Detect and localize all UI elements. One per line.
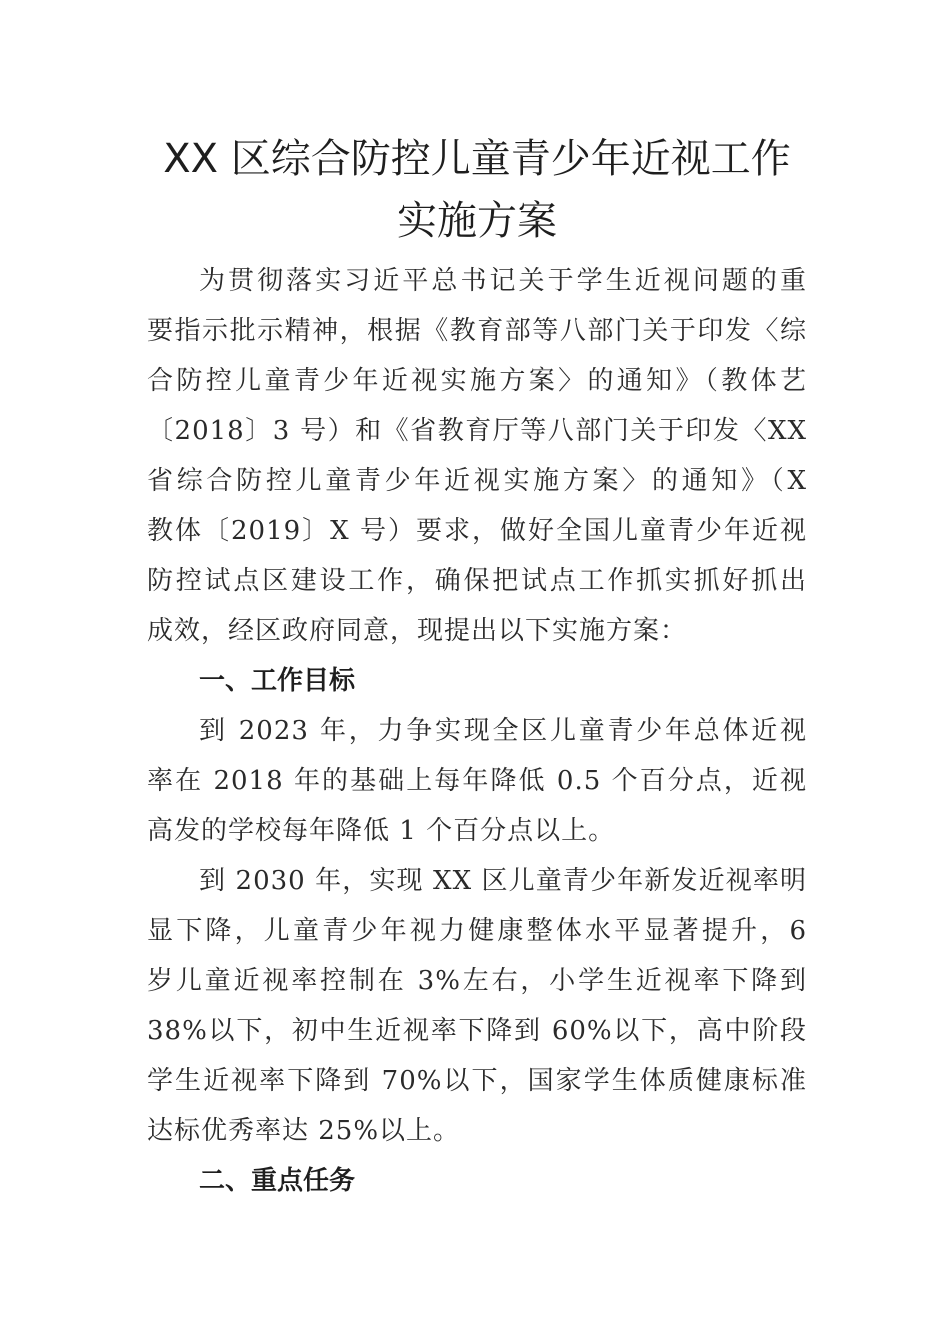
goals-2030-line-1: 到 2030 年，实现 XX 区儿童青少年新发近视率明 [199, 866, 807, 896]
intro-line-3: 合防控儿童青少年近视实施方案〉的通知》（教体艺 [147, 366, 807, 396]
goals-2030-line-3: 岁儿童近视率控制在 3%左右，小学生近视率下降到 [147, 966, 807, 996]
section-heading-tasks: 二、重点任务 [199, 1166, 356, 1196]
intro-line-2: 要指示批示精神，根据《教育部等八部门关于印发〈综 [147, 316, 807, 346]
goals-paragraph-2030 [147, 856, 807, 1156]
goals-2023-line-3: 高发的学校每年降低 1 个百分点以上。 [147, 816, 616, 846]
goals-2030-line-4: 38%以下，初中生近视率下降到 60%以下，高中阶段 [147, 1016, 807, 1046]
intro-paragraph [147, 256, 807, 656]
intro-line-1: 为贯彻落实习近平总书记关于学生近视问题的重 [199, 266, 807, 296]
intro-line-6: 教体〔2019〕X 号）要求，做好全国儿童青少年近视 [147, 516, 807, 546]
document-body [147, 256, 807, 1206]
document-title [147, 128, 807, 252]
intro-line-5: 省综合防控儿童青少年近视实施方案〉的通知》（X [147, 466, 807, 496]
goals-paragraph-2023 [147, 706, 807, 856]
goals-2030-line-5: 学生近视率下降到 70%以下，国家学生体质健康标准 [147, 1066, 807, 1096]
intro-line-7: 防控试点区建设工作，确保把试点工作抓实抓好抓出 [147, 566, 807, 596]
section-heading-goals: 一、工作目标 [199, 666, 356, 696]
title-line-1: XX 区综合防控儿童青少年近视工作 [163, 136, 791, 182]
intro-line-4: 〔2018〕3 号）和《省教育厅等八部门关于印发〈XX [147, 416, 807, 446]
intro-line-8: 成效，经区政府同意，现提出以下实施方案： [147, 616, 688, 646]
goals-2023-line-2: 率在 2018 年的基础上每年降低 0.5 个百分点，近视 [147, 766, 807, 796]
goals-2030-line-6: 达标优秀率达 25%以上。 [147, 1116, 461, 1146]
document-content [147, 128, 807, 1206]
goals-2030-line-2: 显下降，儿童青少年视力健康整体水平显著提升，6 [147, 916, 807, 946]
title-line-2: 实施方案 [397, 198, 557, 244]
goals-2023-line-1: 到 2023 年，力争实现全区儿童青少年总体近视 [199, 716, 807, 746]
